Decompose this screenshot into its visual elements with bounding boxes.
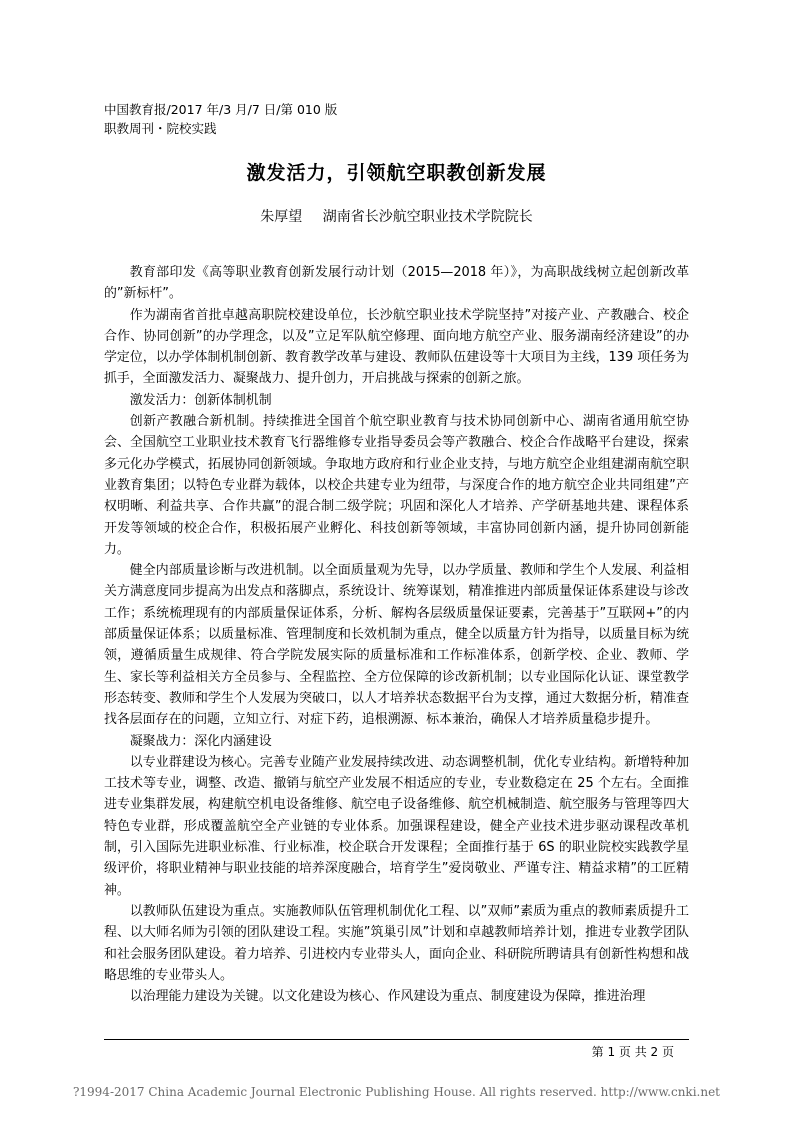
paragraph: 健全内部质量诊断与改进机制。以全面质量观为先导，以办学质量、教师和学生个人发展、利益相关方满意度同步提高为出发点和落脚点，系统设计、统筹谋划，精准推进内部质量保证体系建设与诊改工作；系统梳理现有的内部质量保证体系，分析、解构各层级质量保证要素，完善基于”互联网+”的内部质量保证体系；以质量标准、管理制度和长效机制为重点，健全以质量方针为指导，以质量目标为统领，遵循质量生成规律、符合学院发展实际的质量标准和工作标准体系，创新学校、企业、教师、学生、家长等利益相关方全员参与、全程监控、全方位保障的诊改新机制；以专业国际化认证、课堂教学形态转变、教师和学生个人发展为突破口，以人才培养状态数据平台为支撑，通过大数据分析，精准查找各层面存在的问题，立知立行、对症下药，追根溯源、标本兼治，确保人才培养质量稳步提升。 xyxy=(104,563,689,728)
page-number: 第 1 页 共 2 页 xyxy=(591,1045,674,1059)
author-name: 朱厚望 xyxy=(260,209,303,225)
paragraph: 作为湖南省首批卓越高职院校建设单位，长沙航空职业技术学院坚持”对接产业、产教融合、校企合作、协同创新”的办学理念，以及”立足军队航空修理、面向地方航空产业、服务湖南经济建设”的办学定位，以办学体制机制创新、教育教学改革与建设、教师队伍建设等十大项目为主线，139 项任务为抓手，全面激发活力、凝聚战力、提升创力，开启挑战与探索的创新之旅。 xyxy=(104,307,689,387)
paragraph: 以治理能力建设为关键。以文化建设为核心、作风建设为重点、制度建设为保障，推进治理 xyxy=(129,989,646,1005)
section-heading: 凝聚战力：深化内涵建设 xyxy=(129,733,272,749)
paragraph: 创新产教融合新机制。持续推进全国首个航空职业教育与技术协同创新中心、湖南省通用航空协会、全国航空工业职业技术教育飞行器维修专业指导委员会等产教融合、校企合作战略平台建设，探索多元化办学模式，拓展协同创新领域。争取地方政府和行业企业支持，与地方航空企业组建湖南航空职业教育集团；以特色专业群为载体，以校企共建专业为纽带，与深度合作的地方航空企业共同组建”产权明晰、利益共享、合作共赢”的混合制二级学院；巩固和深化人才培养、产学研基地共建、课程体系开发等领域的校企合作，积极拓展产业孵化、科技创新等领域，丰富协同创新内涵，提升协同创新能力。 xyxy=(104,414,689,557)
section-heading: 激发活力：创新体制机制 xyxy=(129,392,272,408)
article-body xyxy=(104,262,689,1007)
source-info xyxy=(104,100,337,138)
paragraph: 以专业群建设为核心。完善专业随产业发展持续改进、动态调整机制，优化专业结构。新增特种加工技术等专业，调整、改造、撤销与航空产业发展不相适应的专业，专业数稳定在 25 个左右。全面推进专业集群发展，构建航空机电设备维修、航空电子设备维修、航空机械制造、航空服务与管理等四大特色专业群，形成覆盖航空全产业链的专业体系。加强课程建设，健全产业技术进步驱动课程改革机制，引入国际先进职业标准、行业标准，校企联合开发课程；全面推行基于 6S 的职业院校实践教学星级评价，将职业精神与职业技能的培养深度融合，培育学生”爱岗敬业、严谨专注、精益求精”的工匠精神。 xyxy=(104,754,689,898)
paragraph: 教育部印发《高等职业教育创新发展行动计划（2015—2018 年）》，为高职战线树立起创新改革的”新标杆”。 xyxy=(104,265,689,302)
author-line xyxy=(0,206,793,226)
paragraph: 以教师队伍建设为重点。实施教师队伍管理机制优化工程、以”双师”素质为重点的教师素质提升工程、以大师名师为引领的团队建设工程。实施”筑巢引凤”计划和卓越教师培养计划，推进专业教学团队和社会服务团队建设。着力培养、引进校内专业带头人，面向企业、科研院所聘请具有创新性构想和战略思维的专业带头人。 xyxy=(104,903,689,983)
source-line-publication: 中国教育报/2017 年/3 月/7 日/第 010 版 xyxy=(104,102,338,117)
author-affiliation: 湖南省长沙航空职业技术学院院长 xyxy=(322,209,533,225)
article-title: 激发活力，引领航空职教创新发展 xyxy=(246,162,547,184)
copyright-notice: ?1994-2017 China Academic Journal Electronic Publishing House. All rights reserved. http://www.cnki.net xyxy=(72,1085,721,1099)
footer-divider xyxy=(104,1039,689,1040)
source-line-section: 职教周刊・院校实践 xyxy=(104,121,217,136)
